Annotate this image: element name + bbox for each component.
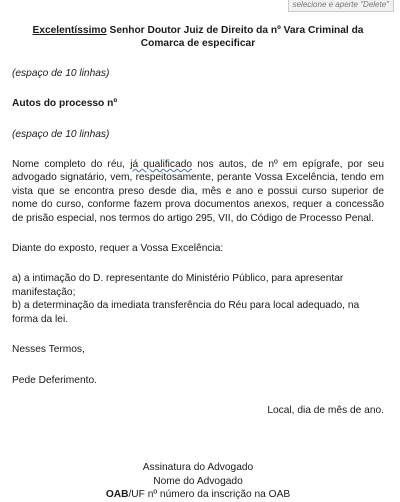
- delete-hint-tooltip: selecione e aperte "Delete": [288, 0, 394, 12]
- intro-after: nos autos, de nº em epígrafe, por seu advogado signatário, vem, respeitosamente, perante Vossa Excelência, tendo em vista que se encontra preso desde dia, mês e ano e possui curso superior de nome do curso, conforme fazem prova documentos anexos, requer a concessão de prisão especial, nos termos do artigo 295, VII, do Código de Processo Penal.: [12, 159, 384, 224]
- petition-document: [12, 24, 384, 502]
- intro-before: Nome completo do réu,: [12, 159, 131, 171]
- spacing-note-1: (espaço de 10 linhas): [12, 67, 110, 79]
- signature-block: [12, 461, 384, 501]
- request-paragraph: [12, 158, 384, 225]
- place-date: Local, dia de mês de ano.: [267, 404, 384, 416]
- oab-number: /UF nº número da inscrição na OAB: [128, 489, 291, 501]
- request-item-b: b) a determinação da imediata transferência do Réu para local adequado, na forma da lei.: [12, 300, 360, 325]
- request-intro: Diante do exposto, requer a Vossa Excelência:: [12, 243, 224, 255]
- closing-request: Pede Deferimento.: [12, 374, 97, 386]
- request-item-a: a) a intimação do D. representante do Ministério Público, para apresentar manifestação;: [12, 273, 344, 298]
- signature-line: Assinatura do Advogado: [142, 462, 254, 474]
- heading-first-word: Excelentíssimo: [32, 25, 107, 36]
- oab-label: OAB: [105, 489, 129, 501]
- lawyer-name: Nome do Advogado: [153, 475, 243, 487]
- court-heading: [12, 24, 384, 51]
- spellcheck-highlight: já qualificado: [130, 159, 193, 171]
- spacing-note-2: (espaço de 10 linhas): [12, 128, 110, 140]
- closing-terms: Nesses Termos,: [12, 344, 85, 356]
- heading-rest: Senhor Doutor Juiz de Direito da nº Vara Criminal da Comarca de especificar: [106, 25, 364, 50]
- case-number-title: Autos do processo nº: [12, 98, 118, 110]
